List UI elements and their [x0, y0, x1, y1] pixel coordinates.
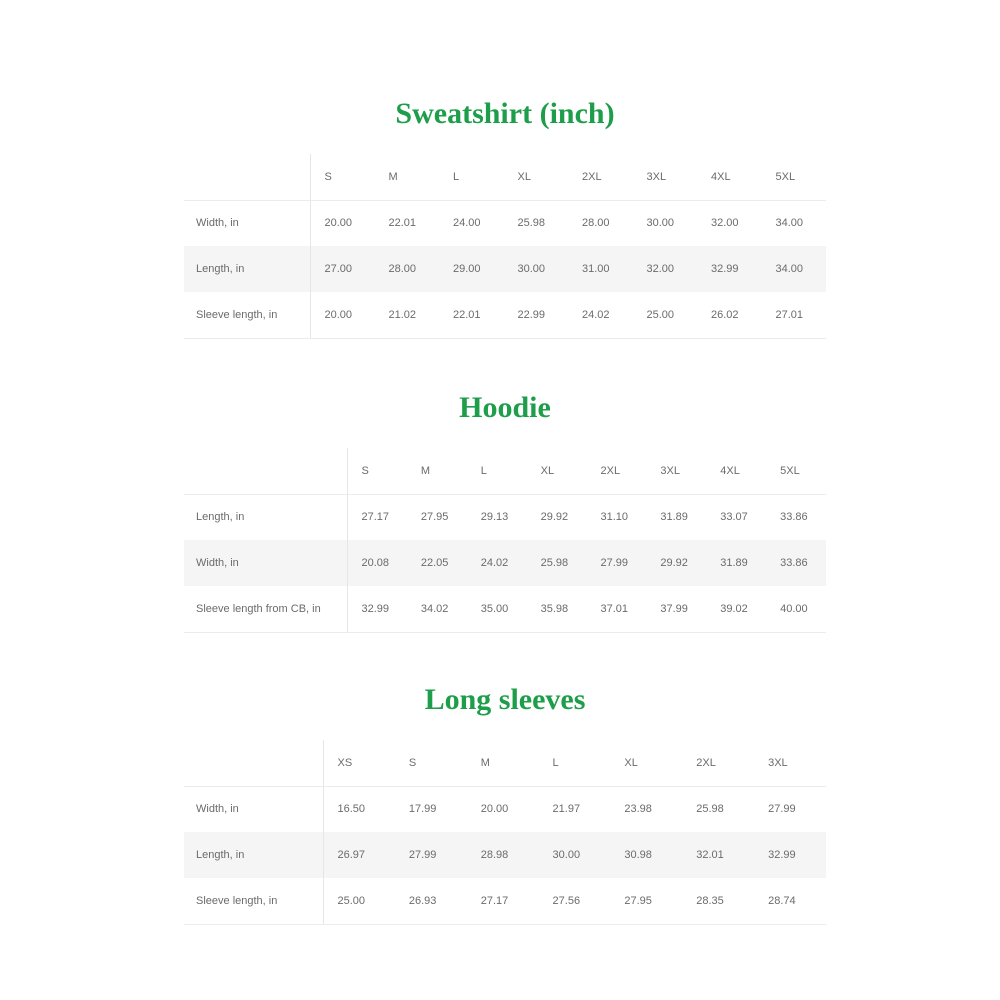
row-label: Width, in — [184, 786, 323, 832]
measurement-value: 28.00 — [375, 246, 440, 292]
measurement-value: 22.01 — [439, 292, 504, 338]
measurement-value: 26.97 — [323, 832, 395, 878]
measurement-value: 30.00 — [504, 246, 569, 292]
measurement-value: 32.00 — [711, 217, 739, 230]
header-row — [184, 740, 826, 786]
measurement-value: 37.01 — [587, 586, 647, 632]
measurement-value: 27.95 — [420, 511, 449, 524]
size-header: 2XL — [682, 740, 754, 786]
size-header: L — [539, 740, 611, 786]
measurement-value: 32.99 — [697, 246, 762, 292]
row-label: Sleeve length, in — [184, 878, 323, 924]
measurement-value: 30.00 — [646, 217, 675, 230]
measurement-row — [184, 246, 826, 292]
size-header: XL — [504, 154, 569, 200]
measurement-value: 21.02 — [375, 292, 440, 338]
size-header: XL — [610, 740, 682, 786]
measurement-value: 16.50 — [337, 803, 366, 816]
measurement-value: 27.99 — [395, 832, 467, 878]
measurement-value: 28.00 — [582, 217, 610, 230]
measurement-value: 27.17 — [467, 878, 539, 924]
measurement-value: 35.98 — [527, 586, 587, 632]
row-label: Length, in — [184, 832, 323, 878]
size-header: S — [347, 448, 407, 494]
measurement-value: 20.00 — [480, 803, 509, 816]
size-header: XL — [527, 448, 587, 494]
size-header: M — [375, 154, 440, 200]
measurement-value: 22.05 — [407, 540, 467, 586]
measurement-value: 27.00 — [310, 246, 375, 292]
measurement-value: 32.01 — [682, 832, 754, 878]
measurement-value: 23.98 — [624, 803, 652, 816]
measurement-value: 25.00 — [633, 292, 698, 338]
measurement-row — [184, 494, 826, 540]
size-header: 2XL — [568, 154, 633, 200]
measurement-value: 24.02 — [467, 540, 527, 586]
measurement-value: 22.01 — [388, 217, 417, 230]
measurement-value: 33.86 — [780, 511, 808, 524]
measurement-value: 27.99 — [768, 803, 796, 816]
measurement-value: 21.97 — [552, 803, 581, 816]
measurement-value: 27.95 — [610, 878, 682, 924]
measurement-row — [184, 586, 826, 632]
size-header: M — [467, 740, 539, 786]
measurement-value: 31.89 — [706, 540, 766, 586]
measurement-value: 17.99 — [408, 803, 437, 816]
size-header: 4XL — [706, 448, 766, 494]
corner-cell — [184, 740, 323, 786]
measurement-row — [184, 292, 826, 338]
measurement-value: 40.00 — [766, 586, 826, 632]
measurement-value: 26.02 — [697, 292, 762, 338]
measurement-value: 31.10 — [600, 511, 629, 524]
measurement-row — [184, 878, 826, 924]
measurement-value: 20.08 — [347, 540, 407, 586]
measurement-row — [184, 832, 826, 878]
measurement-value: 28.74 — [754, 878, 826, 924]
measurement-value: 20.00 — [324, 217, 353, 230]
header-row — [184, 154, 826, 200]
measurement-value: 25.00 — [323, 878, 395, 924]
measurement-value: 27.17 — [361, 511, 390, 524]
measurement-value: 32.00 — [633, 246, 698, 292]
measurement-value: 29.92 — [646, 540, 706, 586]
size-header: L — [439, 154, 504, 200]
long-sleeves-size-table — [184, 740, 826, 925]
measurement-value: 30.00 — [539, 832, 611, 878]
measurement-value: 32.99 — [347, 586, 407, 632]
size-header: XS — [323, 740, 395, 786]
measurement-value: 29.13 — [480, 511, 509, 524]
measurement-value: 26.93 — [395, 878, 467, 924]
measurement-row — [184, 200, 826, 246]
size-header: 5XL — [766, 448, 826, 494]
corner-cell — [184, 154, 310, 200]
sweatshirt-title: Sweatshirt (inch) — [395, 97, 615, 130]
measurement-value: 31.00 — [568, 246, 633, 292]
measurement-value: 28.35 — [682, 878, 754, 924]
size-header: S — [395, 740, 467, 786]
measurement-value: 25.98 — [527, 540, 587, 586]
measurement-value: 25.98 — [517, 217, 546, 230]
hoodie-size-table — [184, 448, 826, 633]
size-header: 2XL — [587, 448, 647, 494]
hoodie-title: Hoodie — [459, 391, 551, 424]
measurement-value: 27.99 — [587, 540, 647, 586]
size-header: 5XL — [762, 154, 827, 200]
measurement-value: 24.00 — [453, 217, 481, 230]
size-header: 3XL — [646, 448, 706, 494]
size-header: 3XL — [633, 154, 698, 200]
size-header: M — [407, 448, 467, 494]
row-label: Width, in — [184, 200, 310, 246]
measurement-value: 28.98 — [467, 832, 539, 878]
corner-cell — [184, 448, 347, 494]
measurement-row — [184, 786, 826, 832]
row-label: Length, in — [184, 246, 310, 292]
measurement-value: 35.00 — [467, 586, 527, 632]
measurement-value: 39.02 — [706, 586, 766, 632]
measurement-value: 25.98 — [696, 803, 724, 816]
header-row — [184, 448, 826, 494]
measurement-value: 37.99 — [646, 586, 706, 632]
measurement-value: 33.07 — [720, 511, 748, 524]
row-label: Width, in — [184, 540, 347, 586]
measurement-value: 29.00 — [439, 246, 504, 292]
size-header: 3XL — [754, 740, 826, 786]
measurement-value: 33.86 — [766, 540, 826, 586]
measurement-value: 34.02 — [407, 586, 467, 632]
long-sleeves-title: Long sleeves — [424, 683, 586, 716]
row-label: Sleeve length from CB, in — [184, 586, 347, 632]
measurement-value: 22.99 — [504, 292, 569, 338]
measurement-value: 29.92 — [540, 511, 569, 524]
measurement-value: 34.00 — [775, 217, 804, 230]
size-header: 4XL — [697, 154, 762, 200]
measurement-value: 32.99 — [754, 832, 826, 878]
size-header: L — [467, 448, 527, 494]
measurement-value: 34.00 — [762, 246, 827, 292]
measurement-value: 27.56 — [539, 878, 611, 924]
sweatshirt-size-table — [184, 154, 826, 339]
measurement-value: 24.02 — [568, 292, 633, 338]
row-label: Sleeve length, in — [184, 292, 310, 338]
measurement-value: 27.01 — [762, 292, 827, 338]
measurement-value: 20.00 — [310, 292, 375, 338]
measurement-row — [184, 540, 826, 586]
measurement-value: 30.98 — [610, 832, 682, 878]
row-label: Length, in — [184, 494, 347, 540]
measurement-value: 31.89 — [660, 511, 688, 524]
size-header: S — [310, 154, 375, 200]
